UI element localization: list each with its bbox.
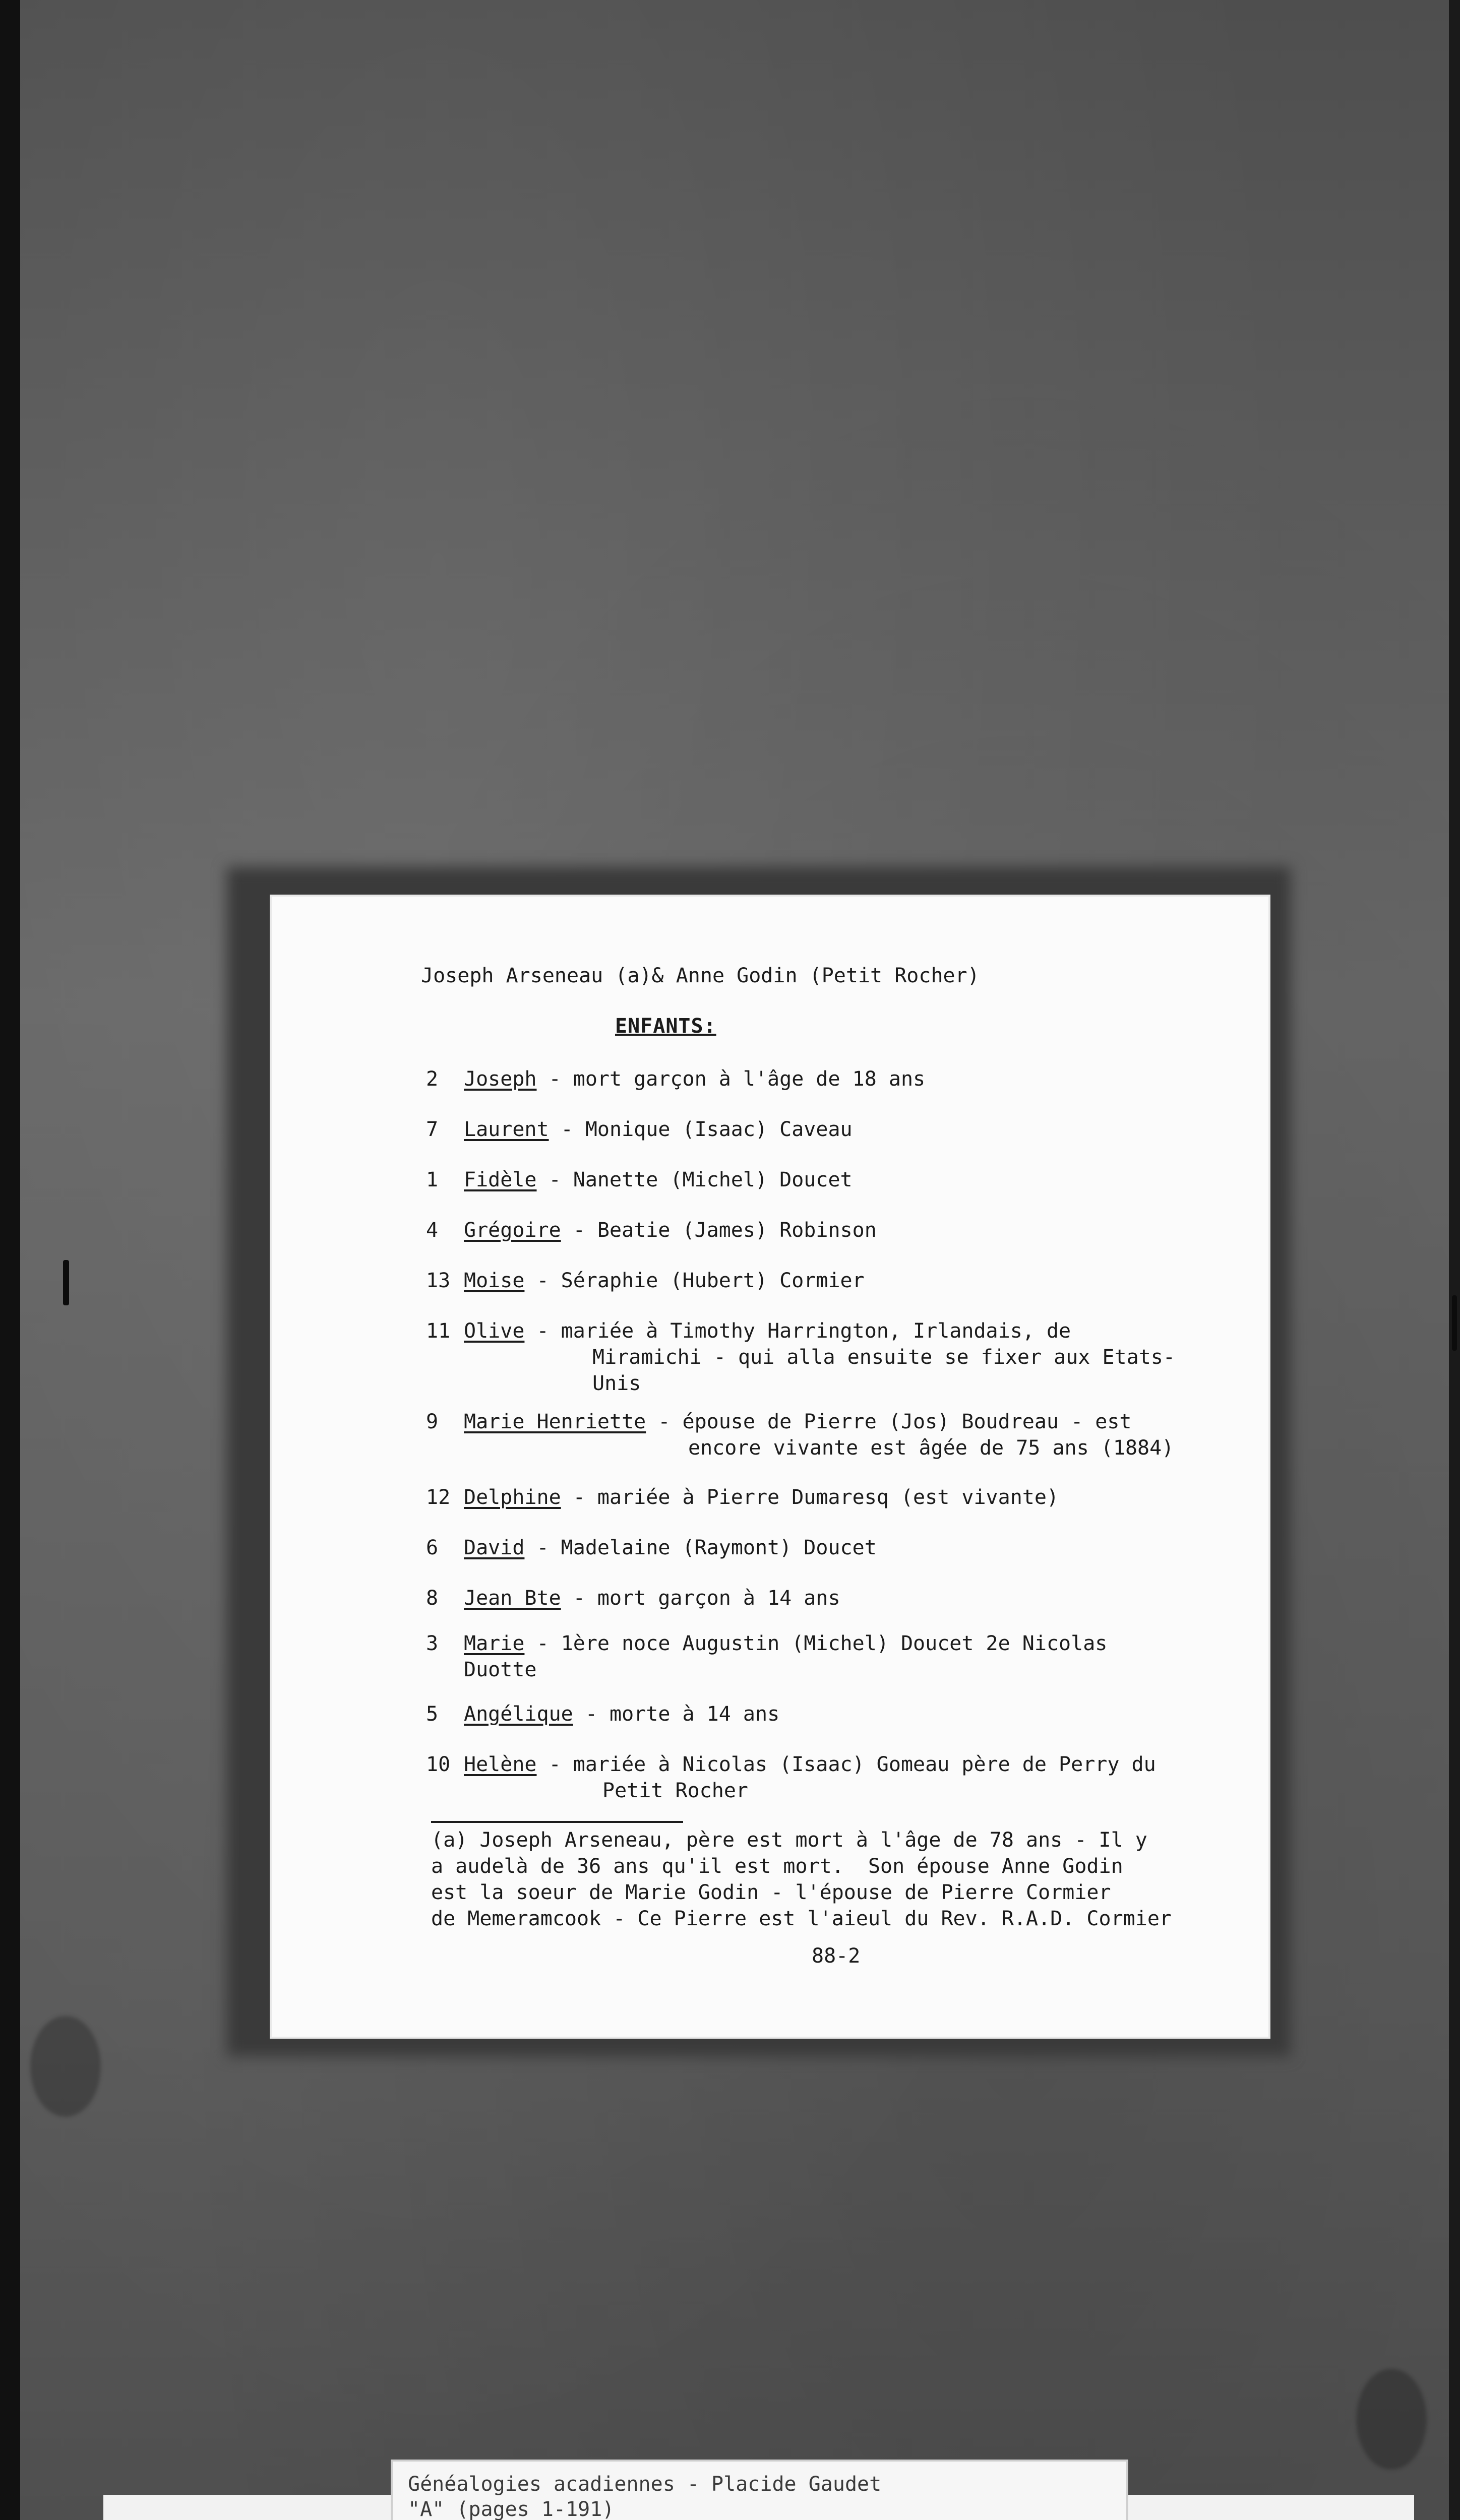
child-line bbox=[464, 1268, 865, 1294]
film-edge-right bbox=[1449, 0, 1460, 2520]
child-name: Joseph bbox=[464, 1067, 537, 1091]
child-name: Laurent bbox=[464, 1118, 549, 1141]
footnote-line: a audelà de 36 ans qu'il est mort. Son épouse Anne Godin bbox=[431, 1855, 1123, 1878]
child-name: David bbox=[464, 1536, 525, 1559]
child-number: 3 bbox=[426, 1632, 439, 1655]
child-line bbox=[464, 1116, 853, 1143]
child-description: - Madelaine (Raymont) Doucet bbox=[524, 1536, 877, 1559]
child-number: 2 bbox=[426, 1067, 439, 1091]
child-description-continued: Unis bbox=[592, 1372, 641, 1395]
child-name: Grégoire bbox=[464, 1219, 561, 1242]
child-description-continued: Miramichi - qui alla ensuite se fixer aux Etats- bbox=[592, 1346, 1175, 1369]
child-description: - épouse de Pierre (Jos) Boudreau - est bbox=[646, 1410, 1132, 1433]
child-number: 9 bbox=[426, 1410, 439, 1433]
child-line bbox=[464, 1167, 853, 1193]
child-description: - Monique (Isaac) Caveau bbox=[549, 1118, 853, 1141]
child-description: - Nanette (Michel) Doucet bbox=[536, 1168, 853, 1191]
footnote-line: de Memeramcook - Ce Pierre est l'aieul du Rev. R.A.D. Cormier bbox=[431, 1907, 1172, 1930]
child-line bbox=[464, 1535, 877, 1561]
child-description: - 1ère noce Augustin (Michel) Doucet 2e Nicolas bbox=[524, 1632, 1108, 1655]
child-line bbox=[464, 1066, 925, 1092]
footnote-rule bbox=[431, 1821, 683, 1823]
child-name: Delphine bbox=[464, 1486, 561, 1509]
child-name: Marie bbox=[464, 1632, 525, 1655]
reference-slip-line: "A" (pages 1-191) bbox=[408, 2498, 615, 2520]
child-line bbox=[464, 1751, 1156, 1778]
genealogy-document bbox=[270, 895, 1270, 2039]
film-edge-mark bbox=[1452, 1295, 1457, 1351]
child-name: Helène bbox=[464, 1753, 537, 1776]
child-description: - mort garçon à l'âge de 18 ans bbox=[536, 1067, 926, 1091]
child-line bbox=[464, 1484, 1059, 1510]
child-line bbox=[464, 1585, 840, 1611]
child-line bbox=[464, 1701, 779, 1727]
child-number: 10 bbox=[426, 1753, 451, 1776]
film-smudge bbox=[1356, 2369, 1427, 2470]
child-number: 7 bbox=[426, 1118, 439, 1141]
child-number: 5 bbox=[426, 1703, 439, 1726]
child-description: - Séraphie (Hubert) Cormier bbox=[524, 1269, 865, 1292]
child-number: 12 bbox=[426, 1486, 451, 1509]
document-title: Joseph Arseneau (a)& Anne Godin (Petit Rocher) bbox=[421, 964, 980, 987]
page-number: 88-2 bbox=[812, 1944, 861, 1968]
child-name: Angélique bbox=[464, 1703, 573, 1726]
child-line bbox=[464, 1630, 1107, 1657]
child-number: 6 bbox=[426, 1536, 439, 1559]
reference-slip-line: Généalogies acadiennes - Placide Gaudet bbox=[408, 2473, 882, 2496]
child-description-continued: Duotte bbox=[464, 1658, 537, 1681]
document-heading: ENFANTS: bbox=[615, 1015, 716, 1038]
child-name: Moise bbox=[464, 1269, 525, 1292]
child-number: 13 bbox=[426, 1269, 451, 1292]
child-name: Olive bbox=[464, 1319, 525, 1343]
footnote-line: (a) Joseph Arseneau, père est mort à l'âge de 78 ans - Il y bbox=[431, 1829, 1147, 1852]
child-description: - mariée à Nicolas (Isaac) Gomeau père de Perry du bbox=[536, 1753, 1156, 1776]
child-number: 8 bbox=[426, 1587, 439, 1610]
child-description-continued: encore vivante est âgée de 75 ans (1884) bbox=[688, 1436, 1174, 1460]
child-description: - mariée à Pierre Dumaresq (est vivante) bbox=[561, 1486, 1059, 1509]
film-smudge bbox=[30, 2016, 101, 2117]
child-number: 11 bbox=[426, 1319, 451, 1343]
child-description: - morte à 14 ans bbox=[573, 1703, 780, 1726]
child-name: Marie Henriette bbox=[464, 1410, 646, 1433]
child-description-continued: Petit Rocher bbox=[602, 1779, 748, 1802]
child-number: 1 bbox=[426, 1168, 439, 1191]
child-line bbox=[464, 1217, 877, 1243]
reference-slip bbox=[391, 2460, 1128, 2520]
child-description: - Beatie (James) Robinson bbox=[561, 1219, 877, 1242]
film-edge-left bbox=[0, 0, 20, 2520]
child-name: Fidèle bbox=[464, 1168, 537, 1191]
child-name: Jean Bte bbox=[464, 1587, 561, 1610]
footnote-line: est la soeur de Marie Godin - l'épouse de Pierre Cormier bbox=[431, 1881, 1111, 1904]
child-line bbox=[464, 1318, 1071, 1344]
child-number: 4 bbox=[426, 1219, 439, 1242]
document-text bbox=[270, 895, 1270, 2039]
child-line bbox=[464, 1409, 1132, 1435]
child-description: - mariée à Timothy Harrington, Irlandais, de bbox=[524, 1319, 1071, 1343]
film-edge-mark bbox=[63, 1260, 69, 1305]
child-description: - mort garçon à 14 ans bbox=[561, 1587, 840, 1610]
